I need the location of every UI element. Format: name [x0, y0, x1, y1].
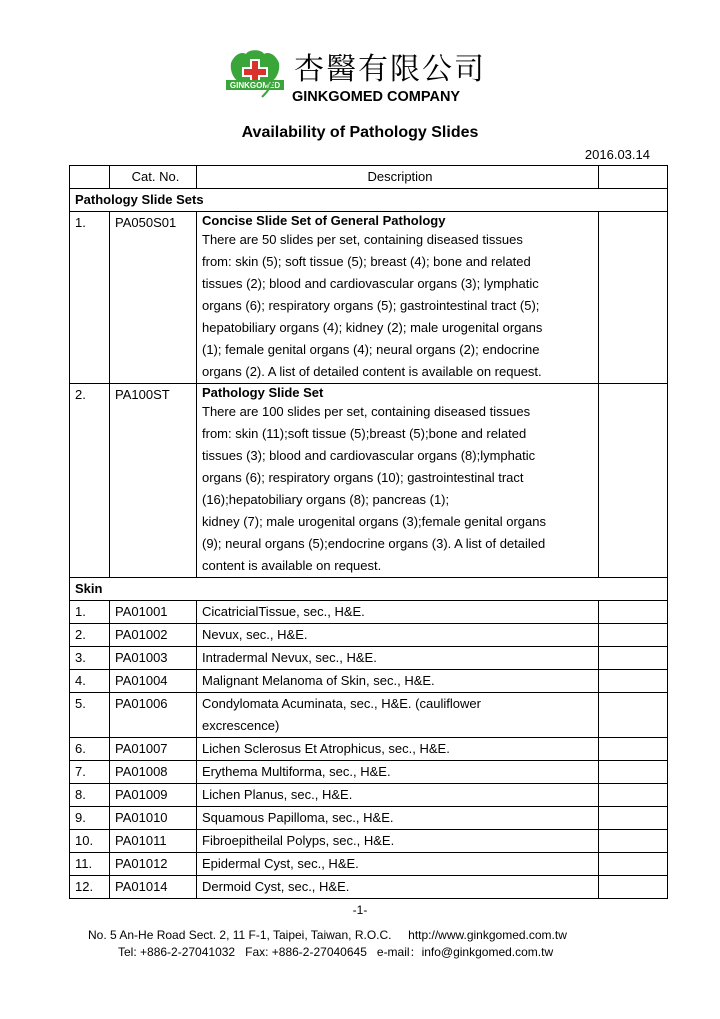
- footer-address-line: [88, 928, 567, 942]
- description-line: Intradermal Nevux, sec., H&E.: [202, 650, 377, 665]
- cross-red-horizontal: [244, 69, 266, 75]
- row-cat-no: PA01007: [110, 738, 197, 761]
- row-description: [197, 601, 599, 624]
- row-description: [197, 807, 599, 830]
- description-line: excrescence): [202, 718, 280, 733]
- header-description: Description: [197, 166, 599, 189]
- row-cat-no: PA01011: [110, 830, 197, 853]
- row-number: 8.: [70, 784, 110, 807]
- logo-text: GINKGOMED: [229, 81, 281, 90]
- row-extra: [599, 384, 668, 578]
- set-title: Pathology Slide Set: [202, 385, 324, 400]
- row-cat-no: PA01008: [110, 761, 197, 784]
- row-cat-no: PA01004: [110, 670, 197, 693]
- row-description: [197, 830, 599, 853]
- row-extra: [599, 624, 668, 647]
- document-title: Availability of Pathology Slides: [241, 124, 479, 141]
- row-number: 12.: [70, 876, 110, 899]
- row-extra: [599, 601, 668, 624]
- row-number: 2.: [70, 384, 110, 578]
- row-extra: [599, 876, 668, 899]
- description-line: tissues (3); blood and cardiovascular organs (8);lymphatic: [202, 448, 536, 463]
- footer-contact-line: [118, 943, 553, 960]
- row-cat-no: PA01012: [110, 853, 197, 876]
- row-number: 7.: [70, 761, 110, 784]
- row-cat-no: PA100ST: [110, 384, 197, 578]
- row-number: 4.: [70, 670, 110, 693]
- row-description: [197, 624, 599, 647]
- slides-table: [69, 165, 668, 899]
- row-description: [197, 384, 599, 578]
- header-cat-no: Cat. No.: [110, 166, 197, 189]
- row-cat-no: PA01009: [110, 784, 197, 807]
- description-line: Malignant Melanoma of Skin, sec., H&E.: [202, 673, 435, 688]
- row-number: 11.: [70, 853, 110, 876]
- row-cat-no: PA01002: [110, 624, 197, 647]
- row-number: 10.: [70, 830, 110, 853]
- description-line: (9); neural organs (5);endocrine organs (3). A list of detailed: [202, 536, 546, 551]
- footer-tel: Tel: +886-2-27041032: [118, 945, 236, 959]
- table-row: [70, 601, 668, 624]
- row-number: 3.: [70, 647, 110, 670]
- description-line: (16);hepatobiliary organs (8); pancreas (1);: [202, 492, 450, 507]
- table-row: [70, 738, 668, 761]
- section-row: [70, 578, 668, 601]
- description-line: Nevux, sec., H&E.: [202, 627, 308, 642]
- table-row: [70, 647, 668, 670]
- row-description: [197, 876, 599, 899]
- description-line: (1); female genital organs (4); neural organs (2); endocrine: [202, 342, 540, 357]
- table-row: [70, 853, 668, 876]
- row-extra: [599, 807, 668, 830]
- description-line: Epidermal Cyst, sec., H&E.: [202, 856, 359, 871]
- row-extra: [599, 784, 668, 807]
- row-cat-no: PA050S01: [110, 212, 197, 384]
- row-cat-no: PA01010: [110, 807, 197, 830]
- table-row: [70, 784, 668, 807]
- description-line: hepatobiliary organs (4); kidney (2); male urogenital organs: [202, 320, 543, 335]
- description-line: There are 100 slides per set, containing diseased tissues: [202, 404, 531, 419]
- row-extra: [599, 670, 668, 693]
- row-number: 2.: [70, 624, 110, 647]
- row-extra: [599, 761, 668, 784]
- row-cat-no: PA01014: [110, 876, 197, 899]
- row-number: 6.: [70, 738, 110, 761]
- description-line: from: skin (11);soft tissue (5);breast (5);bone and related: [202, 426, 527, 441]
- company-name-english: GINKGOMED COMPANY: [292, 89, 461, 105]
- description-line: organs (2). A list of detailed content is available on request.: [202, 364, 542, 379]
- description-line: CicatricialTissue, sec., H&E.: [202, 604, 365, 619]
- row-number: 5.: [70, 693, 110, 738]
- row-description: [197, 212, 599, 384]
- description-line: Dermoid Cyst, sec., H&E.: [202, 879, 350, 894]
- row-description: [197, 693, 599, 738]
- row-number: 1.: [70, 601, 110, 624]
- row-number: 1.: [70, 212, 110, 384]
- description-line: organs (6); respiratory organs (5); gastrointestinal tract (5);: [202, 298, 540, 313]
- footer-url[interactable]: http://www.ginkgomed.com.tw: [408, 928, 567, 942]
- description-line: kidney (7); male urogenital organs (3);female genital organs: [202, 514, 546, 529]
- section-row: [70, 189, 668, 212]
- row-number: 9.: [70, 807, 110, 830]
- description-line: tissues (2); blood and cardiovascular organs (3); lymphatic: [202, 276, 539, 291]
- row-description: [197, 738, 599, 761]
- row-description: [197, 761, 599, 784]
- description-line: Fibroepitheilal Polyps, sec., H&E.: [202, 833, 395, 848]
- footer-address: No. 5 An-He Road Sect. 2, 11 F-1, Taipei, Taiwan, R.O.C.: [88, 928, 392, 942]
- description-line: Squamous Papilloma, sec., H&E.: [202, 810, 394, 825]
- row-extra: [599, 853, 668, 876]
- row-extra: [599, 738, 668, 761]
- table-row: [70, 876, 668, 899]
- row-extra: [599, 647, 668, 670]
- description-line: Lichen Planus, sec., H&E.: [202, 787, 353, 802]
- row-description: [197, 853, 599, 876]
- row-extra: [599, 693, 668, 738]
- row-description: [197, 647, 599, 670]
- footer-email[interactable]: e-mail：info@ginkgomed.com.tw: [376, 945, 554, 959]
- row-cat-no: PA01003: [110, 647, 197, 670]
- page-number: -1-: [352, 903, 368, 917]
- description-line: There are 50 slides per set, containing diseased tissues: [202, 232, 523, 247]
- description-line: Condylomata Acuminata, sec., H&E. (cauliflower: [202, 696, 481, 711]
- row-cat-no: PA01006: [110, 693, 197, 738]
- description-line: content is available on request.: [202, 558, 382, 573]
- table-row: [70, 212, 668, 384]
- document-date: 2016.03.14: [584, 147, 650, 162]
- table-row: [70, 807, 668, 830]
- row-extra: [599, 830, 668, 853]
- description-line: from: skin (5); soft tissue (5); breast (4); bone and related: [202, 254, 531, 269]
- table-row: [70, 384, 668, 578]
- description-line: Erythema Multiforma, sec., H&E.: [202, 764, 391, 779]
- table-row: [70, 624, 668, 647]
- section-label: Pathology Slide Sets: [70, 189, 668, 212]
- row-extra: [599, 212, 668, 384]
- table-row: [70, 830, 668, 853]
- company-logo: [226, 47, 284, 105]
- section-label: Skin: [70, 578, 668, 601]
- description-line: Lichen Sclerosus Et Atrophicus, sec., H&E.: [202, 741, 450, 756]
- description-line: organs (6); respiratory organs (10); gastrointestinal tract: [202, 470, 524, 485]
- table-row: [70, 670, 668, 693]
- footer-fax: Fax: +886-2-27040645: [245, 945, 367, 959]
- table-row: [70, 761, 668, 784]
- set-title: Concise Slide Set of General Pathology: [202, 213, 446, 228]
- row-description: [197, 784, 599, 807]
- header-extra: [599, 166, 668, 189]
- row-description: [197, 670, 599, 693]
- table-header-row: [70, 166, 668, 189]
- header-num: [70, 166, 110, 189]
- table-row: [70, 693, 668, 738]
- row-cat-no: PA01001: [110, 601, 197, 624]
- company-name-chinese: 杏醫有限公司: [294, 52, 486, 87]
